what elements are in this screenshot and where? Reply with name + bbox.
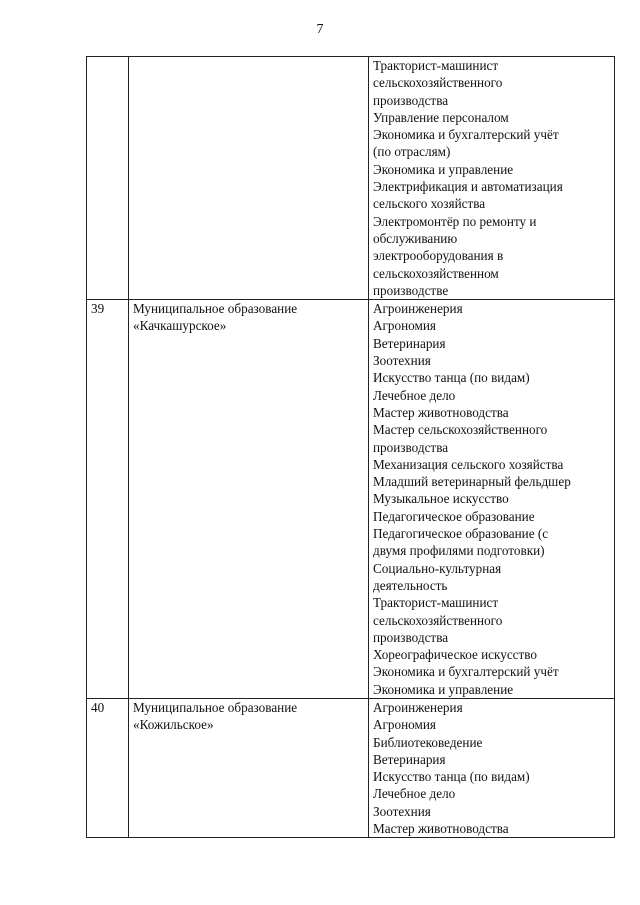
specialty-line: производства [373, 92, 449, 108]
specialty-line: Музыкальное искусство [373, 491, 509, 507]
specialty-line: Ветеринария [373, 751, 446, 767]
page-number: 7 [316, 22, 324, 37]
specialty-line: Социально-культурная [373, 560, 502, 576]
specialties-cell [369, 698, 615, 837]
specialty-line: Мастер животноводства [373, 404, 509, 420]
specialty-line: производстве [373, 282, 449, 298]
municipality-name-line: «Кожильское» [133, 717, 214, 733]
specialty-line: Искусство танца (по видам) [373, 769, 530, 785]
specialty-line: Лечебное дело [373, 786, 456, 802]
table-row [87, 698, 615, 837]
row-number [87, 57, 129, 300]
specialty-line: Агрономия [373, 318, 436, 334]
specialty-line: двумя профилями подготовки) [373, 543, 545, 559]
specialty-line: Электромонтёр по ремонту и [373, 213, 537, 229]
specialty-line: Педагогическое образование (с [373, 526, 549, 542]
specialty-line: Искусство танца (по видам) [373, 370, 530, 386]
specialty-line: Зоотехния [373, 353, 431, 369]
table-row [87, 57, 615, 300]
municipality-specialties-table [86, 56, 615, 838]
municipality-cell [129, 300, 369, 699]
specialty-line: Управление персоналом [373, 109, 509, 125]
specialty-line: Лечебное дело [373, 387, 456, 403]
table-body [87, 57, 615, 838]
specialty-line: сельскохозяйственного [373, 612, 503, 628]
municipality-name-line: Муниципальное образование [133, 699, 298, 715]
specialty-line: Хореографическое искусство [373, 647, 538, 663]
row-number: 39 [87, 300, 129, 699]
specialty-line: сельскохозяйственного [373, 75, 503, 91]
specialty-line: Младший ветеринарный фельдшер [373, 474, 571, 490]
specialty-line: Мастер сельскохозяйственного [373, 422, 548, 438]
specialty-line: Агроинженерия [373, 699, 463, 715]
specialty-line: (по отраслям) [373, 144, 451, 160]
specialty-line: Экономика и бухгалтерский учёт [373, 127, 559, 143]
municipality-cell [129, 698, 369, 837]
municipality-name-line: Муниципальное образование [133, 301, 298, 317]
municipality-cell [129, 57, 369, 300]
specialty-line: Агрономия [373, 717, 436, 733]
specialty-line: Электрификация и автоматизация [373, 179, 563, 195]
specialty-line: сельскохозяйственном [373, 265, 499, 281]
specialty-line: электрооборудования в [373, 248, 504, 264]
specialty-line: Агроинженерия [373, 301, 463, 317]
specialty-line: сельского хозяйства [373, 196, 486, 212]
specialty-line: Тракторист-машинист [373, 58, 499, 73]
specialty-line: Ветеринария [373, 335, 446, 351]
specialty-line: производства [373, 439, 449, 455]
specialty-line: Тракторист-машинист [373, 595, 499, 611]
specialty-line: Зоотехния [373, 803, 431, 819]
specialty-line: Механизация сельского хозяйства [373, 456, 564, 472]
specialties-cell [369, 57, 615, 300]
specialty-line: Экономика и управление [373, 161, 514, 177]
specialty-line: Педагогическое образование [373, 508, 535, 524]
row-number: 40 [87, 698, 129, 837]
municipality-name-line: «Качкашурское» [133, 318, 227, 334]
specialty-line: Библиотековедение [373, 734, 483, 750]
specialty-line: деятельность [373, 577, 448, 593]
specialties-cell [369, 300, 615, 699]
specialty-line: Экономика и управление [373, 681, 514, 697]
specialty-line: Мастер животноводства [373, 821, 509, 837]
specialty-line: Экономика и бухгалтерский учёт [373, 664, 559, 680]
table-row [87, 300, 615, 699]
specialty-line: производства [373, 629, 449, 645]
specialty-line: обслуживанию [373, 230, 458, 246]
